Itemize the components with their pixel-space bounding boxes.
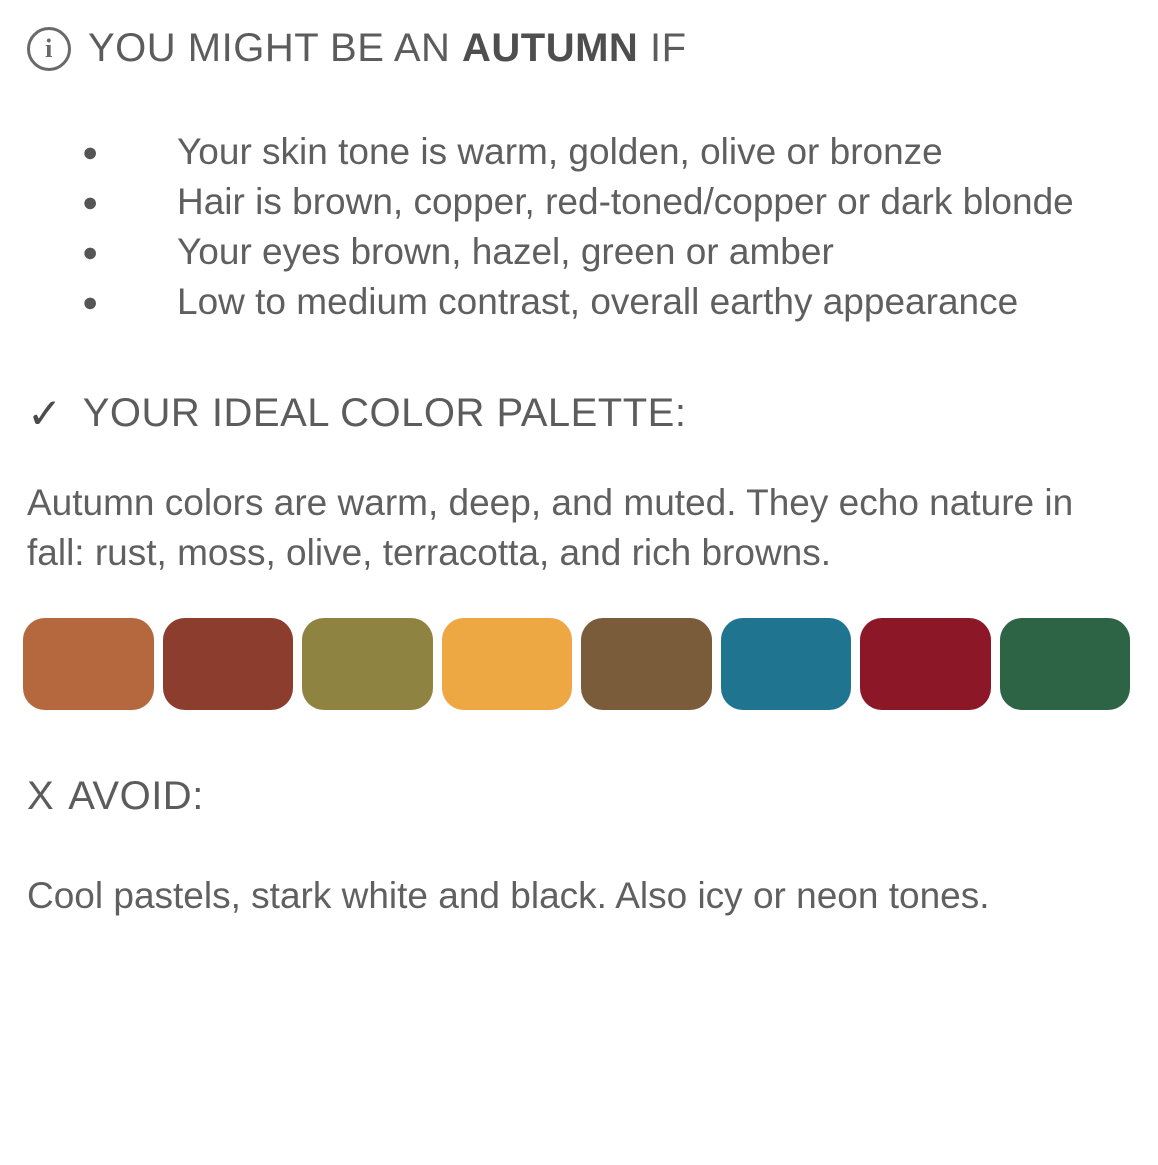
bullet-icon: ●	[82, 187, 99, 217]
trait-text: Your skin tone is warm, golden, olive or bronze	[177, 131, 943, 172]
list-item	[27, 177, 1130, 227]
avoid-description: Cool pastels, stark white and black. Also icy or neon tones.	[27, 875, 990, 916]
color-swatch-brown	[581, 618, 712, 710]
color-swatch-teal	[721, 618, 852, 710]
list-item	[27, 277, 1130, 327]
bullet-icon: ●	[82, 237, 99, 267]
title-suffix: IF	[649, 26, 687, 70]
color-swatch-red-brown	[163, 618, 294, 710]
check-icon: ✓	[27, 390, 63, 437]
color-swatch-olive	[302, 618, 433, 710]
palette-description: Autumn colors are warm, deep, and muted. They echo nature in fall: rust, moss, olive, terracotta, and rich browns.	[27, 482, 1074, 573]
list-item	[27, 227, 1130, 277]
bullet-icon: ●	[82, 137, 99, 167]
info-icon: i	[27, 27, 71, 71]
trait-text: Hair is brown, copper, red-toned/copper or dark blonde	[177, 181, 1074, 222]
title-season: AUTUMN	[462, 26, 639, 70]
palette-heading	[27, 389, 1130, 438]
avoid-heading	[27, 774, 1130, 819]
trait-text: Your eyes brown, hazel, green or amber	[177, 231, 834, 272]
bullet-icon: ●	[82, 287, 99, 317]
color-swatch-golden-yellow	[442, 618, 573, 710]
list-item	[27, 127, 1130, 177]
palette-heading-label: YOUR IDEAL COLOR PALETTE:	[82, 391, 687, 435]
traits-list	[27, 127, 1130, 327]
trait-text: Low to medium contrast, overall earthy appearance	[177, 281, 1019, 322]
page-title	[27, 26, 1130, 71]
color-swatch-rust	[23, 618, 154, 710]
title-text	[88, 26, 687, 71]
color-swatch-burgundy	[860, 618, 991, 710]
title-prefix: YOU MIGHT BE AN	[88, 26, 451, 70]
color-swatch-forest-green	[1000, 618, 1131, 710]
x-icon: X	[27, 774, 55, 818]
palette-swatches	[23, 618, 1130, 710]
avoid-heading-label: AVOID:	[68, 774, 204, 818]
